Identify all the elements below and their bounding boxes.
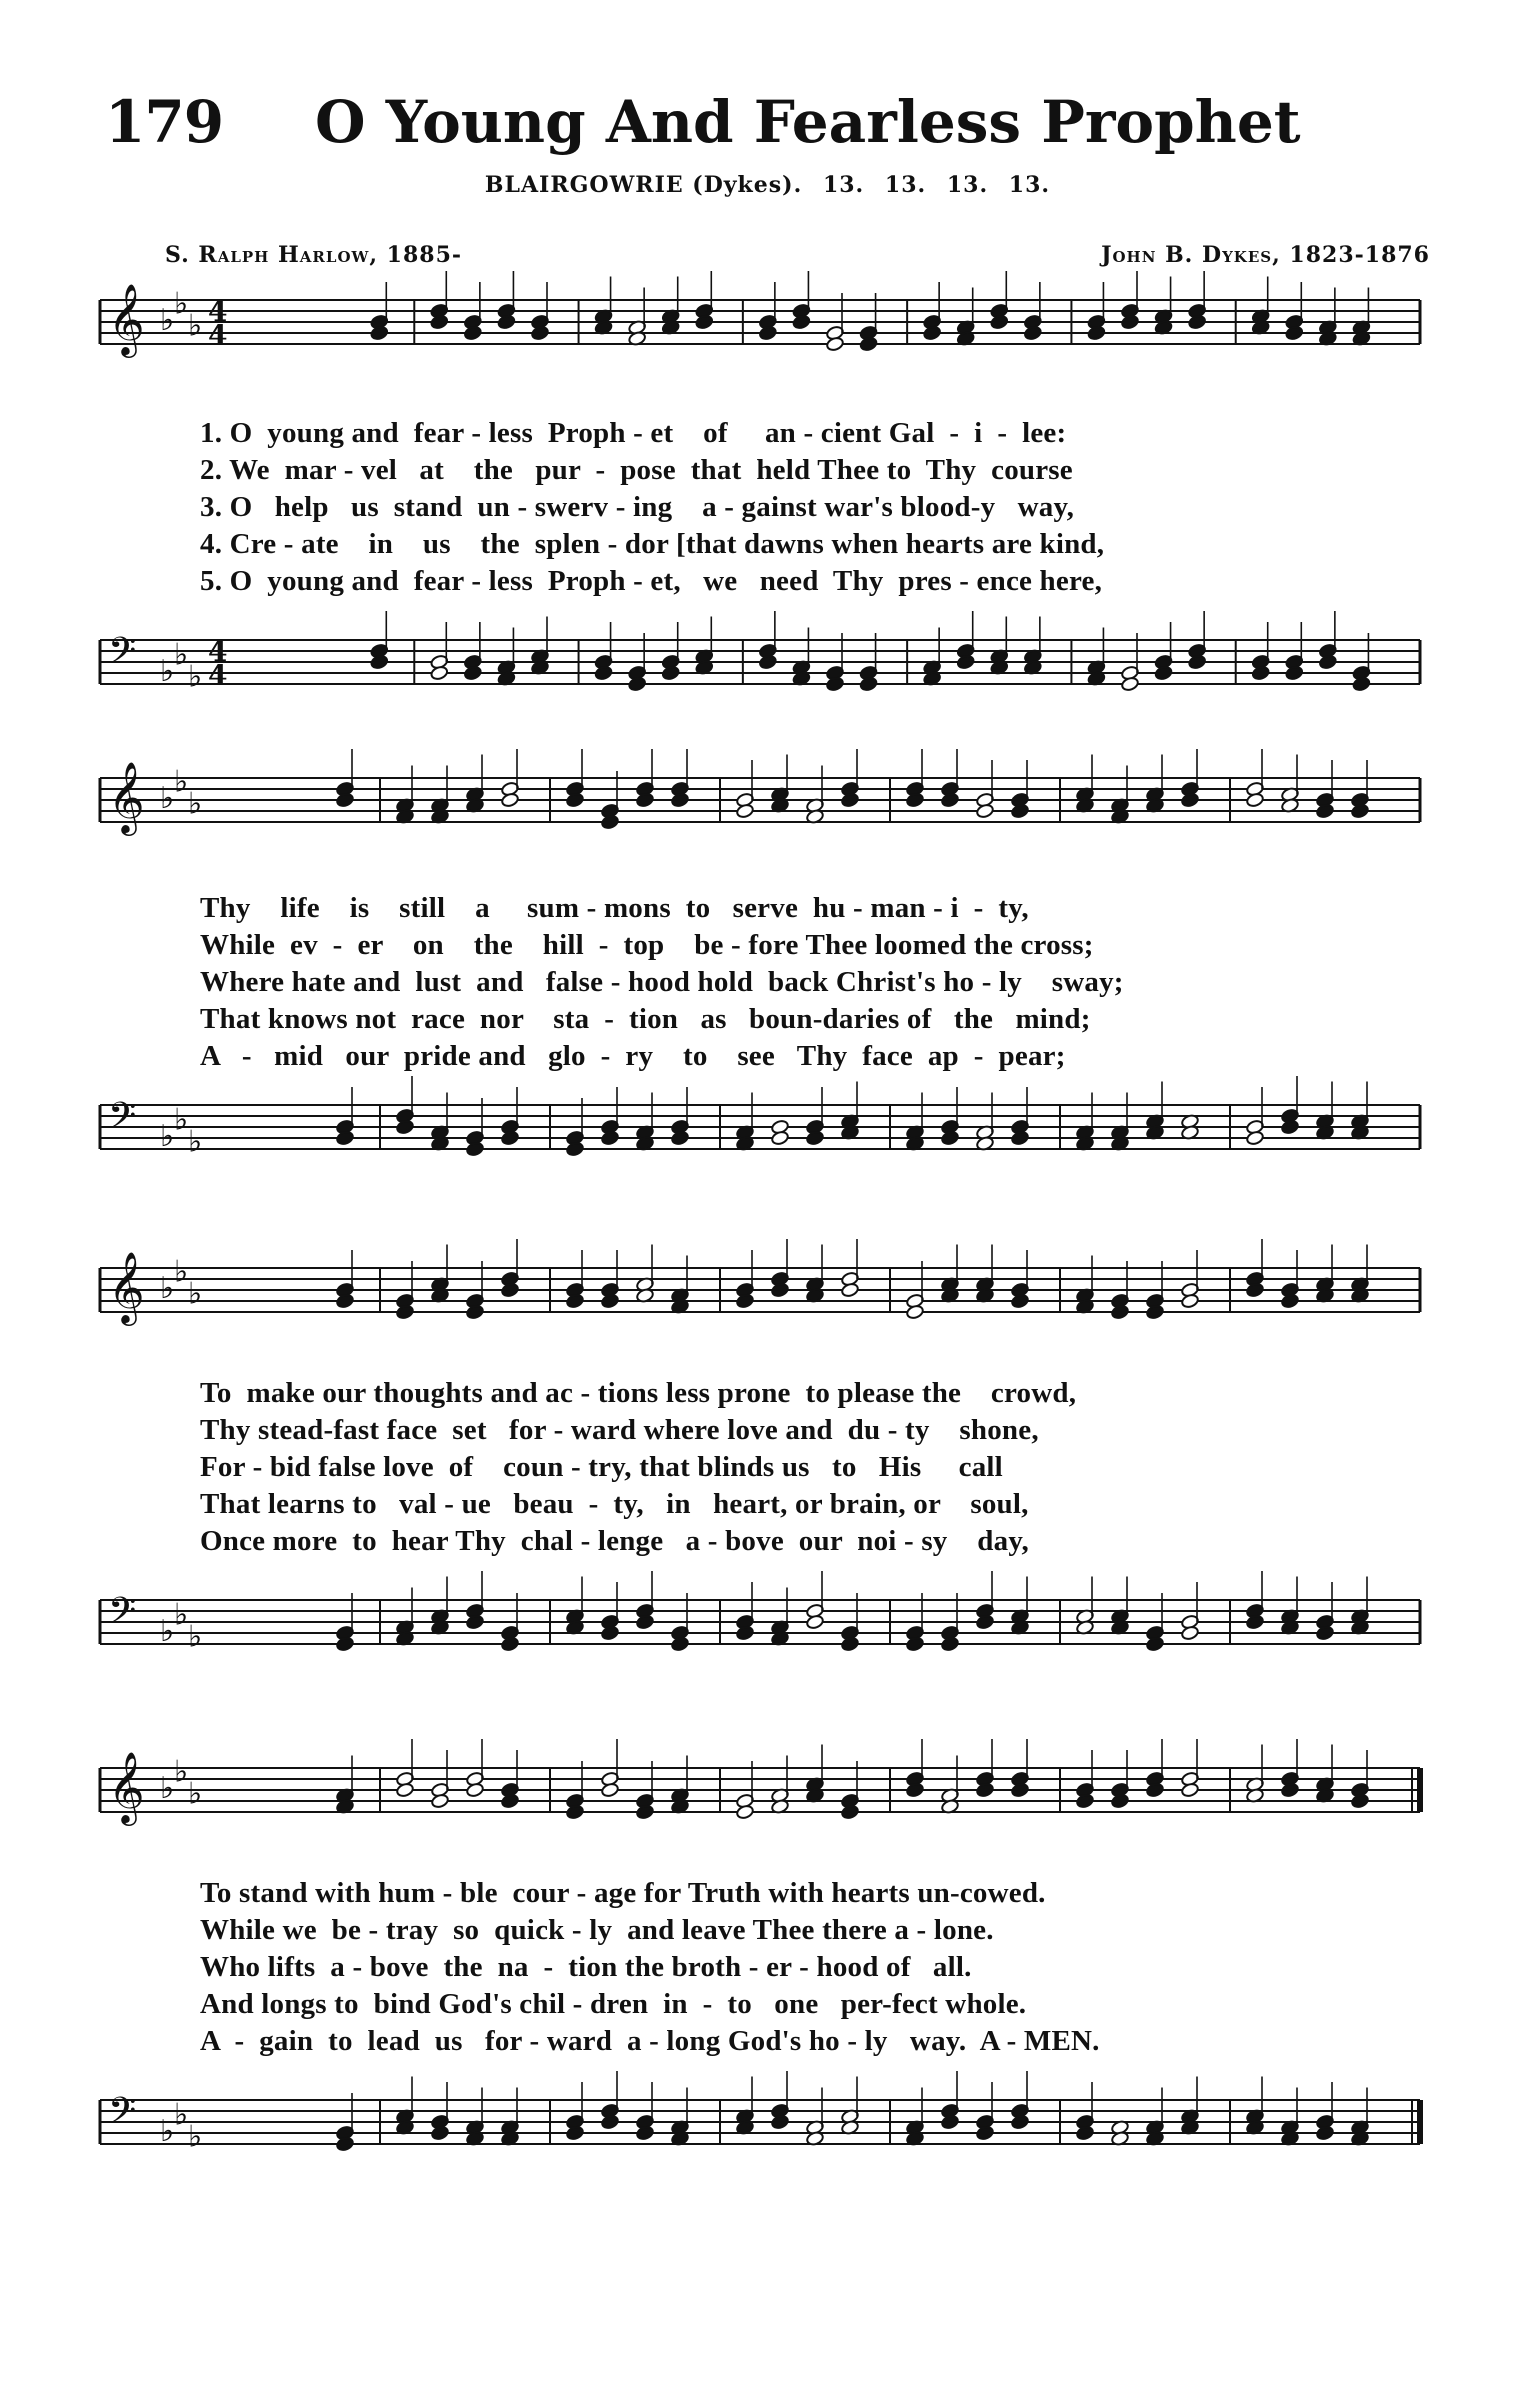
lyric-line: Who lifts a - bove the na - tion the broth - er - hood of all. xyxy=(200,1951,972,1983)
lyric-line: For - bid false love of coun - try, that blinds us to His call xyxy=(200,1451,1003,1483)
lyric-line: A - mid our pride and glo - ry to see Thy face ap - pear; xyxy=(200,1040,1066,1072)
treble-clef-icon: 𝄞 xyxy=(108,1250,145,1323)
flat-icon: ♭ xyxy=(160,2114,175,2149)
bass-clef-icon: 𝄢 xyxy=(108,2090,137,2141)
lyric-line: To stand with hum - ble cour - age for Truth with hearts un-cowed. xyxy=(200,1877,1046,1909)
treble-clef-icon: 𝄞 xyxy=(108,282,145,355)
time-signature-icon: 4 xyxy=(208,659,228,692)
lyric-line: Once more to hear Thy chal - lenge a - bove our noi - sy day, xyxy=(200,1525,1029,1557)
flat-icon: ♭ xyxy=(188,659,203,695)
hymn-number: 179 xyxy=(105,88,224,156)
flat-icon: ♭ xyxy=(188,2119,203,2155)
bass-clef-icon: 𝄢 xyxy=(108,1095,137,1146)
treble-clef-icon: 𝄞 xyxy=(108,760,145,833)
flat-icon: ♭ xyxy=(174,2097,189,2133)
time-signature-icon: 4 xyxy=(208,295,228,328)
flat-icon: ♭ xyxy=(160,1771,175,1806)
flat-icon: ♭ xyxy=(188,786,203,822)
lyric-line: Thy life is still a sum - mons to serve hu - man - i - ty, xyxy=(200,892,1029,924)
flat-icon: ♭ xyxy=(174,1597,189,1633)
hymn-title: O Young And Fearless Prophet xyxy=(315,88,1301,156)
lyric-line: And longs to bind God's chil - dren in - to one per-fect whole. xyxy=(200,1988,1027,2020)
author-credit: S. Ralph Harlow, 1885- xyxy=(165,242,463,268)
flat-icon: ♭ xyxy=(174,286,189,322)
lyric-line: 3. O help us stand un - swerv - ing a - gainst war's blood-y way, xyxy=(200,491,1075,523)
flat-icon: ♭ xyxy=(174,1102,189,1138)
treble-clef-icon: 𝄞 xyxy=(108,1750,145,1823)
lyric-line: That learns to val - ue beau - ty, in heart, or brain, or soul, xyxy=(200,1488,1029,1520)
flat-icon: ♭ xyxy=(188,1124,203,1160)
flat-icon: ♭ xyxy=(160,781,175,816)
flat-icon: ♭ xyxy=(174,764,189,800)
flat-icon: ♭ xyxy=(174,637,189,673)
lyric-line: Where hate and lust and false - hood hold back Christ's ho - ly sway; xyxy=(200,966,1124,998)
flat-icon: ♭ xyxy=(188,1776,203,1812)
flat-icon: ♭ xyxy=(160,1271,175,1306)
flat-icon: ♭ xyxy=(160,654,175,689)
flat-icon: ♭ xyxy=(174,1254,189,1290)
bass-clef-icon: 𝄢 xyxy=(108,630,137,681)
flat-icon: ♭ xyxy=(160,1614,175,1649)
lyric-line: 2. We mar - vel at the pur - pose that held Thee to Thy course xyxy=(200,454,1073,486)
lyric-line: While we be - tray so quick - ly and leave Thee there a - lone. xyxy=(200,1914,994,1946)
flat-icon: ♭ xyxy=(160,303,175,338)
flat-icon: ♭ xyxy=(188,1276,203,1312)
tune-name: BLAIRGOWRIE (Dykes). xyxy=(484,172,803,198)
meter-3: 13. xyxy=(946,172,989,198)
meter-1: 13. xyxy=(822,172,865,198)
lyric-line: Thy stead-fast face set for - ward where love and du - ty shone, xyxy=(200,1414,1039,1446)
meter-4: 13. xyxy=(1008,172,1051,198)
lyric-line: 1. O young and fear - less Proph - et of an - cient Gal - i - lee: xyxy=(200,417,1067,449)
time-signature-icon: 4 xyxy=(208,635,228,668)
lyric-line: To make our thoughts and ac - tions less prone to please the crowd, xyxy=(200,1377,1077,1409)
flat-icon: ♭ xyxy=(160,1119,175,1154)
lyric-line: 5. O young and fear - less Proph - et, we need Thy pres - ence here, xyxy=(200,565,1103,597)
lyric-line: While ev - er on the hill - top be - fore Thee loomed the cross; xyxy=(200,929,1094,961)
flat-icon: ♭ xyxy=(188,308,203,344)
lyrics-block-4 xyxy=(200,1875,1420,2060)
flat-icon: ♭ xyxy=(188,1619,203,1655)
composer-credit: John B. Dykes, 1823-1876 xyxy=(1101,242,1430,268)
lyric-line: That knows not race nor sta - tion as boun-daries of the mind; xyxy=(200,1003,1091,1035)
time-signature-icon: 4 xyxy=(208,319,228,352)
bass-clef-icon: 𝄢 xyxy=(108,1590,137,1641)
lyric-line: 4. Cre - ate in us the splen - dor [that dawns when hearts are kind, xyxy=(200,528,1105,560)
lyric-line: A - gain to lead us for - ward a - long God's ho - ly way. A - MEN. xyxy=(200,2025,1100,2057)
flat-icon: ♭ xyxy=(174,1754,189,1790)
meter-2: 13. xyxy=(884,172,927,198)
